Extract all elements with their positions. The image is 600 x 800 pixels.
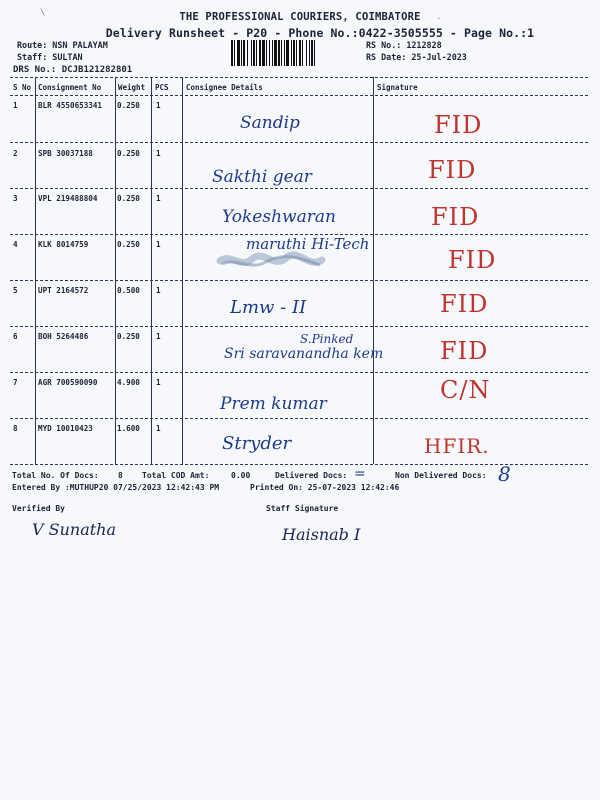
rs-number: RS No.: 1212828 [366,40,442,50]
row5-status-handwriting: FID [440,290,489,318]
non-delivered-docs-value: 8 [498,462,511,486]
row1-weight: 0.250 [117,101,140,110]
barcode-bar [293,40,295,66]
row-separator [10,280,588,281]
row-separator [10,372,588,373]
row8-consignment: MYD 10010423 [38,424,93,433]
row2-pcs: 1 [156,149,161,158]
barcode-bar [259,40,261,66]
row1-sno: 1 [13,101,18,110]
row1-consignee-handwriting: Sandip [240,113,300,133]
barcode-bar [314,40,315,66]
row-separator [10,188,588,189]
row7-consignee-handwriting: Prem kumar [220,394,327,414]
total-cod-value: 0.00 [231,471,251,480]
row5-pcs: 1 [156,286,161,295]
stray-mark: . [436,12,442,22]
delivered-docs-label: Delivered Docs: [275,471,348,480]
row4-pcs: 1 [156,240,161,249]
barcode-bar [247,40,248,66]
total-docs-value: 8 [118,471,123,480]
barcode-bar [286,40,289,66]
col-divider [373,77,374,464]
row1-pcs: 1 [156,101,161,110]
row2-weight: 0.250 [117,149,140,158]
entered-by: Entered By :MUTHUP20 07/25/2023 12:42:43 PM [12,483,220,492]
row1-consignment: BLR 4550653341 [38,101,103,110]
drs-number: DRS No.: DCJB121282801 [13,65,133,75]
barcode-bar [272,40,273,66]
row4-sno: 4 [13,240,18,249]
row8-sno: 8 [13,424,18,433]
verified-by-signature: V Sunatha [32,520,117,539]
staff-signature-label: Staff Signature [266,504,339,513]
barcode-bar [274,40,277,66]
barcode-bar [253,40,255,66]
barcode-bar [309,40,310,66]
row4-consignee-handwriting: maruthi Hi-Tech [246,235,370,253]
barcode-bar [269,40,270,66]
row2-consignment: SPB 30037188 [38,149,93,158]
barcode-bar [234,40,235,66]
staff-signature-handwriting: Haisnab I [282,525,361,544]
row7-consignment: AGR 700590090 [38,378,98,387]
row8-pcs: 1 [156,424,161,433]
row6-weight: 0.250 [117,332,140,341]
col-signature: Signature [377,83,418,92]
row6-consignee-extra-handwriting: S.Pinked [300,332,354,346]
verified-by-label: Verified By [12,504,65,513]
row7-sno: 7 [13,378,18,387]
row6-consignment: BOH 5264486 [38,332,89,341]
row3-weight: 0.250 [117,194,140,203]
total-cod-label: Total COD Amt: [142,471,210,480]
col-sno: S No [13,83,32,92]
company-title: THE PROFESSIONAL COURIERS, COIMBATORE [179,11,421,23]
row3-pcs: 1 [156,194,161,203]
scribbled-out-mark [216,249,326,273]
total-docs-label: Total No. Of Docs: [12,471,99,480]
row5-sno: 5 [13,286,18,295]
row6-consignee-handwriting: Sri saravanandha kem [224,346,384,362]
row-separator [10,142,588,143]
barcode-bar [237,40,240,66]
col-divider [35,77,36,464]
row5-consignment: UPT 2164572 [38,286,89,295]
row3-consignee-handwriting: Yokeshwaran [222,207,336,227]
barcode-bar [284,40,285,66]
rs-date: RS Date: 25-Jul-2023 [366,52,467,62]
row2-sno: 2 [13,149,18,158]
barcode-bar [241,40,242,66]
barcode-bar [302,40,303,66]
row7-weight: 4.900 [117,378,140,387]
table-top-rule [10,77,588,78]
row6-pcs: 1 [156,332,161,341]
col-divider [151,77,152,464]
barcode-bar [266,40,267,66]
barcode-bar [311,40,313,66]
row8-consignee-handwriting: Stryder [222,433,292,454]
row1-status-handwriting: FID [434,111,483,139]
col-pcs: PCS [155,83,169,92]
non-delivered-docs-label: Non Delivered Docs: [395,471,487,480]
barcode-bar [306,40,307,66]
barcode-bar [243,40,245,66]
col-divider [182,77,183,464]
barcode-bar [262,40,265,66]
row8-status-handwriting: HFIR. [424,434,490,458]
barcode-image [231,40,360,66]
barcode-bar [231,40,233,66]
row8-weight: 1.600 [117,424,140,433]
row3-sno: 3 [13,194,18,203]
row6-sno: 6 [13,332,18,341]
row-separator [10,418,588,419]
stray-mark: \ [40,8,46,18]
delivered-docs-value: = [354,466,366,482]
row-separator [10,326,588,327]
barcode-bar [256,40,257,66]
row4-status-handwriting: FID [448,246,497,274]
table-header-rule [10,95,588,96]
col-divider [115,77,116,464]
row6-status-handwriting: FID [440,337,489,365]
barcode-bar [278,40,280,66]
col-consignment: Consignment No [38,83,102,92]
row5-consignee-handwriting: Lmw - II [230,297,307,318]
printed-on: Printed On: 25-07-2023 12:42:46 [250,483,400,492]
row3-status-handwriting: FID [431,203,480,231]
barcode-bar [251,40,252,66]
row5-weight: 0.500 [117,286,140,295]
row3-consignment: VPL 219488804 [38,194,98,203]
route-label: Route: NSN PALAYAM [17,40,108,50]
row2-consignee-handwriting: Sakthi gear [212,167,312,187]
row4-consignment: KLK 8014759 [38,240,89,249]
runsheet-title: Delivery Runsheet - P20 - Phone No.:0422-3505555 - Page No.:1 [105,26,535,40]
barcode-bar [281,40,282,66]
barcode-bar [296,40,297,66]
col-consignee: Consignee Details [186,83,263,92]
row7-pcs: 1 [156,378,161,387]
staff-label: Staff: SULTAN [17,52,83,62]
row2-status-handwriting: FID [428,156,477,184]
row4-weight: 0.250 [117,240,140,249]
row7-status-handwriting: C/N [440,376,491,404]
col-weight: Weight [118,83,146,92]
barcode-bar [291,40,292,66]
barcode-bar [299,40,301,66]
